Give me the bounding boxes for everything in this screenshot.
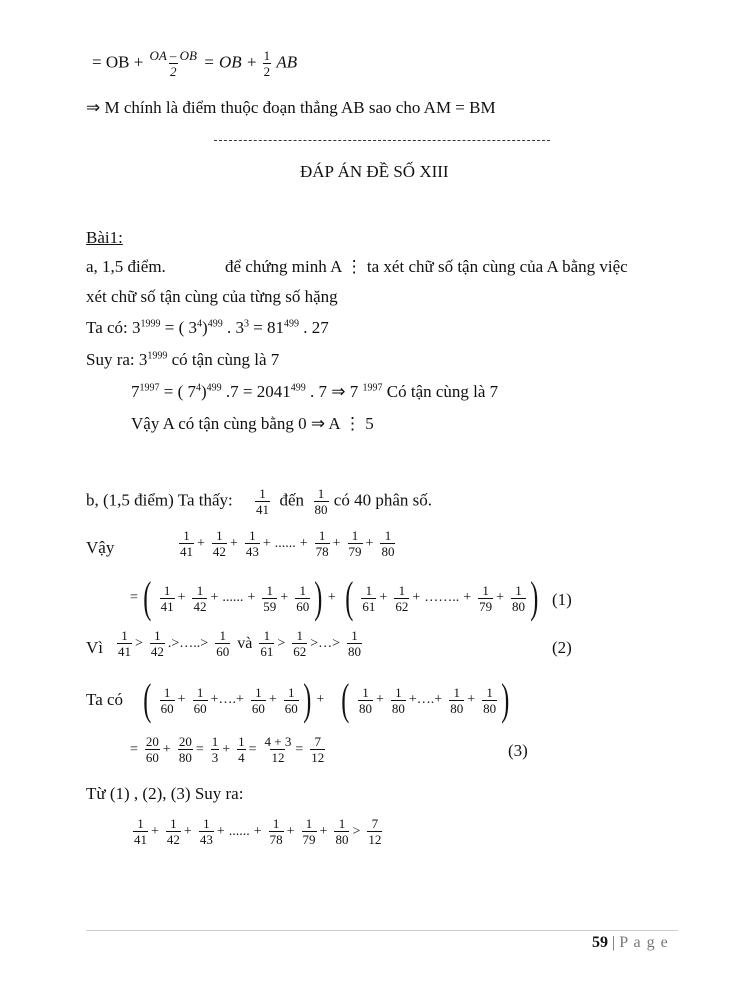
sum-top: $\frac{1}{41}$ + $\frac{1}{42}$ + $\frac{1}{43}$ + ...... + $\frac{1}{78}$ + $\frac{1}{79}$ + $\frac{1}{80}$ (180, 528, 395, 559)
result-3: = $\frac{20}{60}$ + $\frac{20}{80}$ = $\frac{1}{3}$ + $\frac{1}{4}$ = $\frac{4 + 3}{12}$ = $\frac{7}{12}$ (130, 734, 325, 765)
footer-separator: | (612, 934, 616, 951)
part-a-text-2: xét chữ số tận cùng của từng số hặng (86, 287, 338, 306)
vi-label: Vì (86, 638, 103, 657)
fraction: $\frac{1}{80}$ (314, 486, 328, 517)
page-footer (592, 934, 669, 952)
power-line: Ta có: $3^{1999}$ = ( $3^4)^{499}$ . $3^3 = 81^{499}$ . 27 (86, 318, 329, 337)
inequality-chain: $\frac{1}{41}$ > $\frac{1}{42}$ .>…..> $\frac{1}{60}$ và $\frac{1}{61}$ > $\frac{1}{62}$ >…> $\frac{1}{80}$ (118, 628, 362, 659)
ref-1: (1) (552, 590, 572, 609)
comparison-sum: ( $\frac{1}{60}$ + $\frac{1}{60}$ +….+ $\frac{1}{60}$ + $\frac{1}{60}$ ) + ( $\frac{1}{80}$ + $\frac{1}{80}$ +….+ $\frac{1}{80}$ + $\frac{1}{80}$ ) (143, 675, 510, 724)
ref-3: (3) (508, 741, 528, 760)
page-label: P a g e (619, 934, 669, 951)
tu-line: Từ (1) , (2), (3) Suy ra: (86, 784, 244, 803)
fraction: $\frac{1}{2}$ (263, 48, 271, 79)
page-number: 59 (592, 934, 608, 951)
seven-power-line: $7^{1997}$ = ( $7^4)^{499}$ $.7 = 2041^{499}$ . 7 ⇒ 7 $^{1997}$ Có tận cùng là 7 (131, 382, 499, 401)
conclusion-a: Vậy A có tận cùng bằng 0 ⇒ A ⋮ 5 (131, 414, 374, 433)
suy-ra-line: Suy ra: $3^{1999}$ có tận cùng là 7 (86, 350, 280, 369)
conclusion-line: ⇒ M chính là điểm thuộc đoạn thẳng AB sao cho AM = BM (86, 98, 496, 117)
fraction: $\frac{1}{41}$ (256, 486, 269, 517)
fraction: $\frac{OA - OB}{2}$ (149, 48, 197, 79)
equation-line-1: = OB + $\frac{OA - OB}{2}$ = OB + $\frac{1}{2}$ AB (92, 48, 298, 79)
vay-label: Vậy (86, 538, 115, 557)
separator (214, 140, 550, 141)
taco-label: Ta có (86, 690, 124, 709)
ref-2: (2) (552, 638, 572, 657)
part-b-line: b, (1,5 điểm) Ta thấy: $\frac{1}{41}$ đến $\frac{1}{80}$ có 40 phân số. (86, 486, 433, 517)
part-a-label: a, 1,5 điểm. (86, 257, 166, 276)
final-inequality: $\frac{1}{41}$ + $\frac{1}{42}$ + $\frac{1}{43}$ + ...... + $\frac{1}{78}$ + $\frac{1}{79}$ + $\frac{1}{80}$ > $\frac{7}{12}$ (134, 816, 382, 847)
part-a-text: để chứng minh A ⋮ ta xét chữ số tận cùng của A bằng việc (225, 257, 628, 276)
footer-divider (86, 930, 678, 931)
sum-grouped: = ( $\frac{1}{41}$ + $\frac{1}{42}$ + ...... + $\frac{1}{59}$ + $\frac{1}{60}$ ) + ( $\frac{1}{61}$ + $\frac{1}{62}$ + …….. + $\frac{1}{79}$ + $\frac{1}{80}$ ) (130, 573, 539, 622)
section-title: ĐÁP ÁN ĐỀ SỐ XIII (300, 162, 449, 181)
exercise-heading: Bài1: (86, 228, 123, 247)
